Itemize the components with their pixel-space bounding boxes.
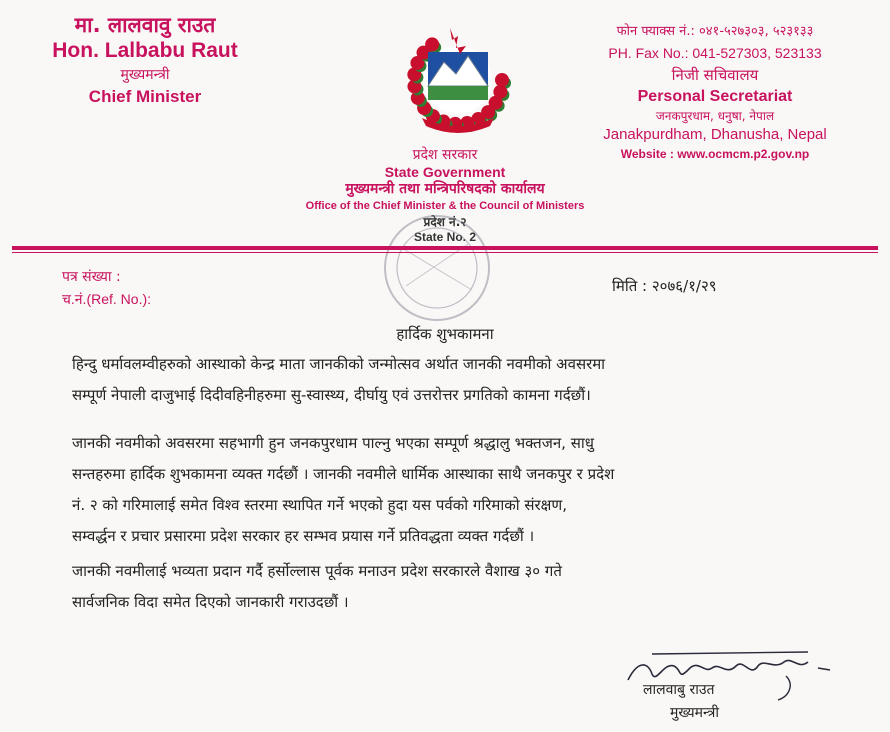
office-title-np: मुख्यमन्त्री तथा मन्त्रिपरिषदको कार्यालय xyxy=(345,181,545,197)
paragraph-line: जानकी नवमीलाई भव्यता प्रदान गर्दै हर्सोल्लास पूर्वक मनाउन प्रदेश सरकारले वैशाख ३० गते xyxy=(72,562,562,580)
paragraph-line: सम्वर्द्धन र प्रचार प्रसारमा प्रदेश सरकार हर सम्भव प्रयास गर्ने प्रतिवद्धता व्यक्त गर्दछौं । xyxy=(72,527,535,545)
signatory-name: लालवाबु राउत xyxy=(643,682,715,698)
gov-en: State Government xyxy=(384,164,506,180)
reference-block xyxy=(62,266,151,310)
paragraph-line: नं. २ को गरिमालाई समेत विश्व स्तरमा स्थापित गर्ने भएको हुदा यस पर्वको गरिमाको संरक्षण, xyxy=(72,496,568,514)
ref-number-label: च.नं.(Ref. No.): xyxy=(62,291,152,307)
state-np: प्रदेश नं.२ xyxy=(423,215,467,229)
letter-number-label: पत्र संख्या : xyxy=(62,269,121,285)
minister-name-en: Hon. Lalbabu Raut xyxy=(52,39,238,62)
header-left xyxy=(40,12,250,108)
phone-en: PH. Fax No.: 041-527303, 523133 xyxy=(608,45,822,61)
header-right xyxy=(570,22,860,163)
office-title-en: Office of the Chief Minister & the Council of Ministers xyxy=(305,200,585,212)
website: Website : www.ocmcm.p2.gov.np xyxy=(620,147,810,161)
paragraph-2 xyxy=(72,428,832,552)
paragraph-1 xyxy=(72,349,832,411)
paragraph-line: सार्वजनिक विदा समेत दिएको जानकारी गराउदछौं । xyxy=(72,593,349,611)
nepal-emblem-icon xyxy=(398,22,518,142)
minister-title-np: मुख्यमन्त्री xyxy=(120,67,170,83)
paragraph-line: हिन्दु धर्मावलम्वीहरुको आस्थाको केन्द्र माता जानकीको जन्मोत्सव अर्थात जानकी नवमीको अवसरमा xyxy=(72,355,606,373)
gov-np: प्रदेश सरकार xyxy=(412,147,478,163)
office-en: Personal Secretariat xyxy=(637,88,793,105)
header-divider-thin xyxy=(12,252,878,253)
address-en: Janakpurdham, Dhanusha, Nepal xyxy=(603,126,827,143)
paragraph-3 xyxy=(72,556,832,618)
paragraph-line: जानकी नवमीको अवसरमा सहभागी हुन जनकपुरधाम पाल्नु भएका सम्पूर्ण श्रद्धालु भक्तजन, साधु xyxy=(72,434,594,452)
phone-np: फोन फ्याक्स नं.: ०४१-५२७३०३, ५२३१३३ xyxy=(616,24,814,39)
paragraph-line: सन्तहरुमा हार्दिक शुभकामना व्यक्त गर्दछौं । जानकी नवमीले धार्मिक आस्थाका साथै जनकपुर र प्रदेश xyxy=(72,465,615,483)
address-np: जनकपुरधाम, धनुषा, नेपाल xyxy=(655,109,775,123)
minister-name-np: मा. लालवावु राउत xyxy=(74,13,216,37)
header-divider xyxy=(12,246,878,250)
letter-date: मिति : २०७६/१/२९ xyxy=(612,277,717,295)
signatory-title: मुख्यमन्त्री xyxy=(670,705,719,721)
letter-subject: हार्दिक शुभकामना xyxy=(396,325,494,343)
office-np: निजी सचिवालय xyxy=(671,66,759,84)
state-en: State No. 2 xyxy=(413,230,476,244)
minister-title-en: Chief Minister xyxy=(88,87,202,106)
paragraph-line: सम्पूर्ण नेपाली दाजुभाई दिदीवहिनीहरुमा सु-स्वास्थ्य, दीर्घायु एवं उत्तरोत्तर प्रगतिको कामना गर्दछौं। xyxy=(72,386,591,404)
office-stamp-icon xyxy=(372,208,502,328)
